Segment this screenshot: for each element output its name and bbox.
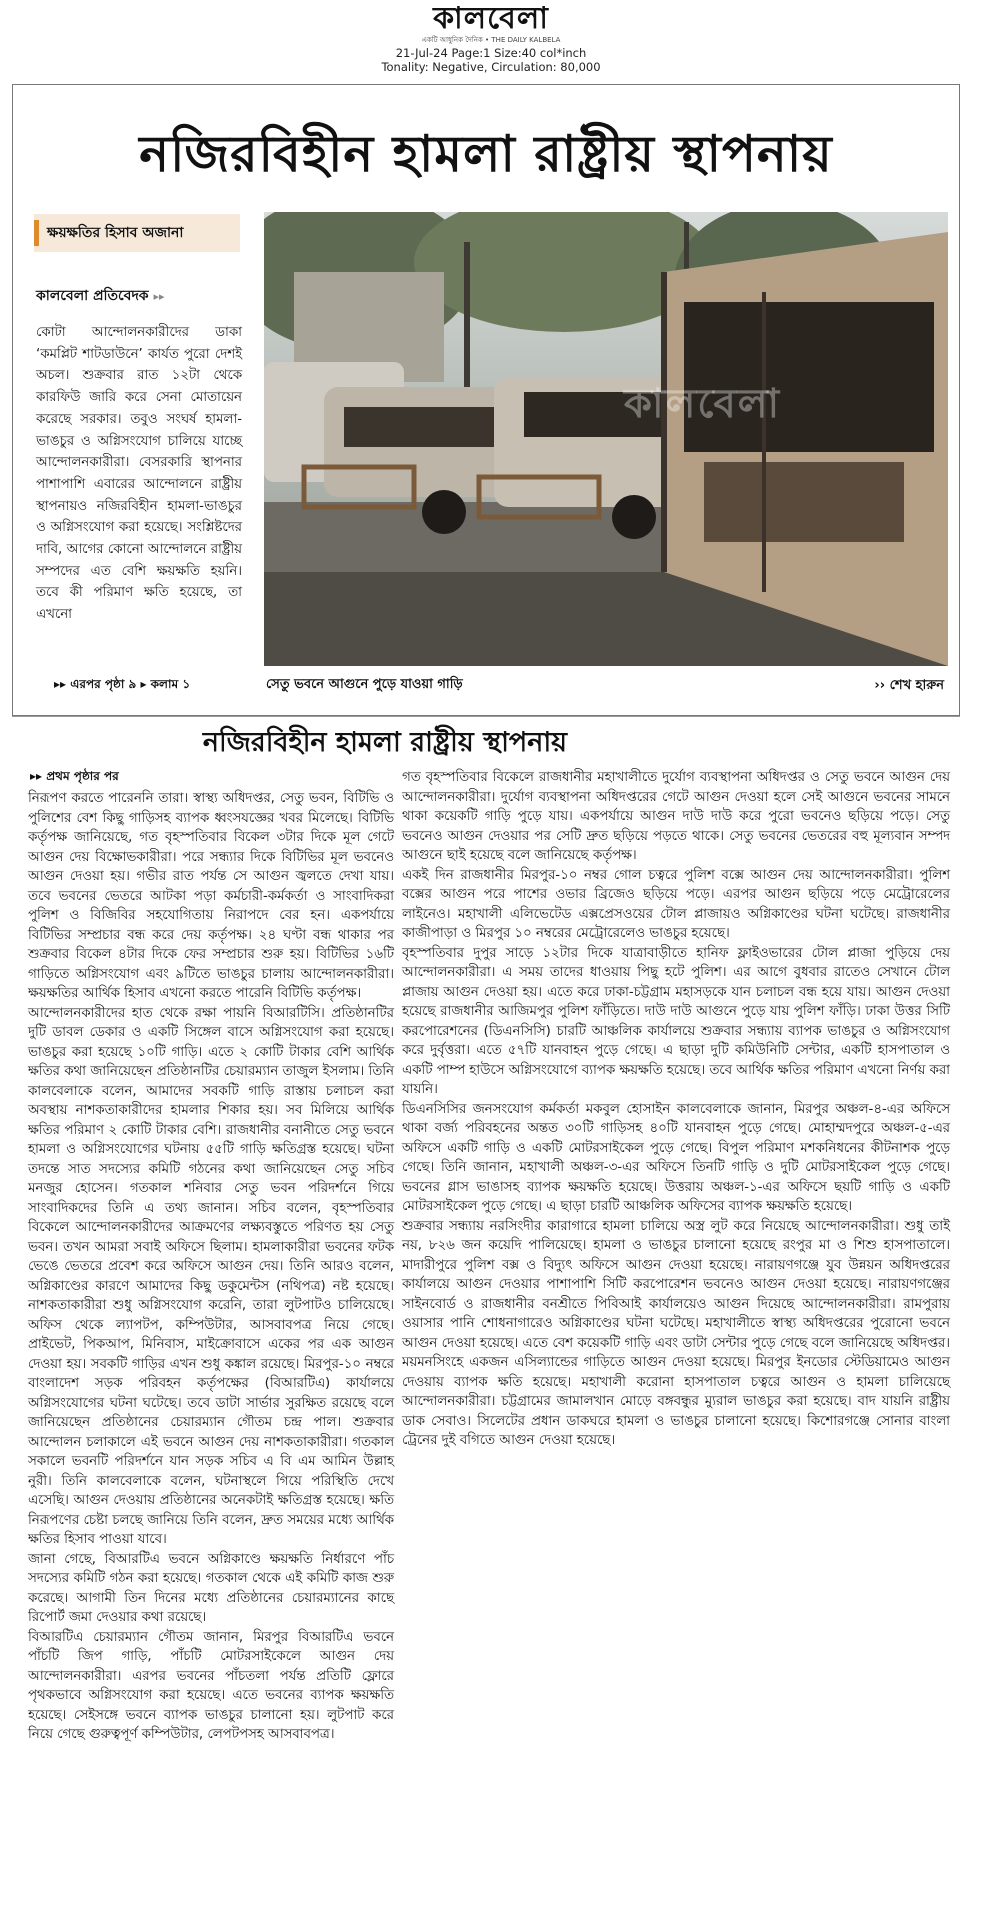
kicker-text: ক্ষয়ক্ষতির হিসাব অজানা (47, 225, 184, 241)
byline-text: কালবেলা প্রতিবেদক (36, 288, 149, 304)
paragraph: বৃহস্পতিবার দুপুর সাড়ে ১২টার দিকে যাত্রাবাড়ীতে হানিফ ফ্লাইওভারের টোল প্লাজা পুড়িয়ে দেয় আন্দোলনকারীরা। এ সময় তাদের ধাওয়ায় পিছু হটে পুলিশ। এর আগে বুধবার রাতেও সেখানে টোল প্লাজায় আগুন দেওয়া হয়। এতে করে ঢাকা-চট্টগ্রাম মহাসড়কে যান চলাচল বন্ধ হয়ে যায়। আগুন দেওয়া হয়েছে রাজধানীর আজিমপুর পুলিশ ফাঁড়িতে। দাউ দাউ আগুনে পুড়ে যায় পুলিশ ফাঁড়ি। ঢাকা উত্তর সিটি করপোরেশনের (ডিএনসিসি) চারটি আঞ্চলিক কার্যালয়ে শুক্রবার সন্ধ্যায় ব্যাপক ভাঙচুর ও অগ্নিসংযোগ করে দুর্বৃত্তরা। এতে ৫৭টি যানবাহন পুড়ে গেছে। এ ছাড়া দুটি কমিউনিটি সেন্টার, একটি হাসপাতাল ও একটি পাম্প হাউসে অগ্নিসংযোগে ব্যাপক ক্ষয়ক্ষতি হয়েছে। তবে আর্থিক ক্ষতির পরিমাণ এখনো নির্ণয় করা যায়নি। (402, 945, 950, 1097)
paragraph: নিরূপণ করতে পারেননি তারা। স্বাস্থ্য অধিদপ্তর, সেতু ভবন, বিটিভি ও পুলিশের বেশ কিছু গাড়িসহ ব্যাপক ধ্বংসযজ্ঞের খবর মিলেছে। বিটিভি কর্তৃপক্ষ জানিয়েছে, গত বৃহস্পতিবার বিকেল ৩টার দিকে মূল গেটে আগুন দেয় বিক্ষোভকারীরা। পরে সন্ধ্যার দিকে বিটিভির মূল ভবনেও আগুন দেওয়া হয়। গভীর রাত পর্যন্ত সে আগুন জ্বলতে দেখা যায়। তবে ভবনের ভেতরে আটকা পড়া কর্মচারী-কর্মকর্তা ও সাংবাদিকরা পুলিশ ও বিজিবির সহযোগিতায় নিরাপদে বের হন। একপর্যায়ে বিটিভির সম্প্রচার বন্ধ করে দেয় কর্তৃপক্ষ। ২৪ ঘণ্টা বন্ধ থাকার পর শুক্রবার বিকেল ৪টার দিকে ফের সম্প্রচার শুরু হয়। বিটিভির ১৬টি গাড়িতে অগ্নিসংযোগ এবং ৯টিতে ভাঙচুর চালায় আন্দোলনকারীরা। ক্ষয়ক্ষতির আর্থিক হিসাব এখনো করতে পারেনি বিটিভি কর্তৃপক্ষ। (28, 791, 394, 1001)
article-column-2 (402, 768, 950, 1451)
front-intro-text: কোটা আন্দোলনকারীদের ডাকা ‘কমপ্লিট শাটডাউনে’ কার্যত পুরো দেশই অচল। শুক্রবার রাত ১২টা থেকে কারফিউ জারি করে সেনা মোতায়েন করেছে সরকার। তবুও সংঘর্ষ হামলা-ভাঙচুর ও অগ্নিসংযোগ চালিয়ে যাচ্ছে আন্দোলনকারীরা। বেসরকারি স্থাপনার পাশাপাশি এবারের আন্দোলনে রাষ্ট্রীয় স্থাপনায়ও নজিরবিহীন হামলা-ভাঙচুর ও অগ্নিসংযোগ করা হয়েছে। সংশ্লিষ্টদের দাবি, আগের কোনো আন্দোলনে রাষ্ট্রীয় সম্পদের এত বেশি ক্ষয়ক্ষতি হয়নি। তবে কী পরিমাণ ক্ষতি হয়েছে, তা এখনো (36, 325, 242, 623)
kicker (34, 214, 240, 252)
paragraph: একই দিন রাজধানীর মিরপুর-১০ নম্বর গোল চত্বরে পুলিশ বক্সে আগুন দেয় আন্দোলনকারীরা। পুলিশ বক্সের আগুন পরে পাশের ওভার ব্রিজেও ছড়িয়ে পড়ে। এরপর আগুন ছড়িয়ে পড়ে মেট্রোরেলের লাইনেও। মহাখালী এলিভেটেড এক্সপ্রেসওয়ের টোল প্লাজায়ও অগ্নিকাণ্ডের ঘটনা ঘটেছে। রাজধানীর কাজীপাড়া ও মিরপুর ১০ নম্বরের মেট্রোরেলেও ভাঙচুর হয়েছে। (402, 867, 950, 941)
byline-arrow-icon: ▸▸ (153, 290, 165, 303)
paragraph: গত বৃহস্পতিবার বিকেলে রাজধানীর মহাখালীতে দুর্যোগ ব্যবস্থাপনা অধিদপ্তর ও সেতু ভবনে আগুন দেয় আন্দোলনকারীরা। দুর্যোগ ব্যবস্থাপনা অধিদপ্তরের গেটে আগুন দেওয়া হলে সেই আগুনে ভবনের সামনে থাকা কয়েকটি গাড়ি পুড়ে যায়। একপর্যায়ে আগুন দাউ দাউ করে পুরো ভবনেও ছড়িয়ে পড়ে। সেতু ভবনেও আগুন দেওয়ার পর সেটি দ্রুত ছড়িয়ে পড়তে থাকে। সেতু ভবনের ভেতরের বহু মূল্যবান সম্পদ আগুনে ছাই হয়েছে বলে জানিয়েছে কর্তৃপক্ষ। (402, 770, 950, 863)
masthead (0, 0, 982, 80)
photo-illustration (264, 212, 948, 666)
jump-line: ▸▸ এরপর পৃষ্ঠা ৯ ▸ কলাম ১ (54, 677, 191, 691)
continuation-headline: নজিরবিহীন হামলা রাষ্ট্রীয় স্থাপনায় (202, 727, 568, 758)
paragraph: জানা গেছে, বিআরটিএ ভবনে অগ্নিকাণ্ডে ক্ষয়ক্ষতি নির্ধারণে পাঁচ সদস্যের কমিটি গঠন করা হয়েছে। গতকাল থেকে এই কমিটি কাজ শুরু করেছে। আগামী তিন দিনের মধ্যে প্রতিষ্ঠানের চেয়ারম্যানের কাছে রিপোর্ট জমা দেওয়ার কথা রয়েছে। (28, 1551, 394, 1625)
byline (36, 284, 165, 308)
paragraph: বিআরটিএ চেয়ারম্যান গৌতম জানান, মিরপুর বিআরটিএ ভবনে পাঁচটি জিপ গাড়ি, পাঁচটি মোটরসাইকেলে আগুন দেয় আন্দোলনকারীরা। এরপর ভবনের পাঁচতলা পর্যন্ত প্রতিটি ফ্লোরে পৃথকভাবে অগ্নিসংযোগ করা হয়েছে। এতে ভবনের ব্যাপক ক্ষয়ক্ষতি হয়েছে। সেইসঙ্গে ভবনে ব্যাপক ভাঙচুর চালানো হয়। লুটপাট করে নিয়ে গেছে গুরুত্বপূর্ণ কম্পিউটার, লেপটপসহ আসবাবপত্র। (28, 1629, 394, 1742)
continuation-tag: ▸▸ প্রথম পৃষ্ঠার পর (30, 769, 119, 783)
article-column-1 (28, 789, 394, 1745)
photo-watermark: কালবেলা (624, 381, 782, 427)
section-divider (12, 716, 960, 717)
paragraph: আন্দোলনকারীদের হাত থেকে রক্ষা পায়নি বিআরটিসি। প্রতিষ্ঠানটির দুটি ডাবল ডেকার ও একটি সিঙ্গেল বাসে অগ্নিসংযোগ করা হয়েছে। ভাঙচুর করা হয়েছে ১০টি গাড়ি। এতে ২ কোটি টাকার বেশি আর্থিক ক্ষতির কথা জানিয়েছেন প্রতিষ্ঠানটির চেয়ারম্যান তাজুল ইসলাম। তিনি কালবেলাকে বলেন, আমাদের সবকটি গাড়ি রাস্তায় চলাচল করা অবস্থায় নাশকতাকারীদের হামলার শিকার হয়। সব মিলিয়ে আর্থিক ক্ষতির পরিমাণ ২ কোটি টাকার বেশি। রাজধানীর বনানীতে সেতু ভবনে হামলা ও অগ্নিসংযোগের ঘটনায় ৫৫টি গাড়ি ক্ষতিগ্রস্ত হয়েছে। ঘটনা তদন্তে সাত সদস্যের কমিটি গঠনের কথা জানিয়েছেন সেতু সচিব মনজুর হোসেন। গতকাল শনিবার সেতু ভবন পরিদর্শনে গিয়ে সাংবাদিকদের তিনি এ তথ্য জানান। সচিব বলেন, বৃহস্পতিবার বিকেলে আন্দোলনকারীদের আক্রমণের লক্ষ্যবস্তুতে পরিণত হয় সেতু ভবন। তখন আমরা সবাই অফিসে ছিলাম। হামলাকারীরা ভবনের ফটক ভেঙে ভেতরে প্রবেশ করে অফিসে আগুন দেয়। তিনি আরও বলেন, অগ্নিকাণ্ডের কারণে আমাদের কিছু ডকুমেন্টস (নথিপত্র) নষ্ট হয়েছে। নাশকতাকারীরা শুধু অগ্নিসংযোগ করেনি, তারা লুটপাটও চালিয়েছে। অফিস থেকে ল্যাপটপ, কম্পিউটার, আসবাবপত্র নিয়ে গেছে। প্রাইভেট, পিকআপ, মিনিবাস, মাইক্রোবাসে একের পর এক আগুন দেওয়া হয়। সবকটি গাড়ির এখন শুধু কঙ্কাল রয়েছে। মিরপুর-১০ নম্বরে বাংলাদেশ সড়ক পরিবহন কর্তৃপক্ষের (বিআরটিএ) কার্যালয়ে অগ্নিসংযোগের ঘটনা ঘটেছে। তবে ডাটা সার্ভার সুরক্ষিত রয়েছে বলে জানিয়েছেন প্রতিষ্ঠানের চেয়ারম্যান গৌতম চন্দ্র পাল। শুক্রবার আন্দোলন চলাকালে এই ভবনে আগুন দেয় নাশকতাকারীরা। গতকাল সকালে ভবনটি পরিদর্শনে যান সড়ক সচিব এ বি এম আমিন উল্লাহ নুরী। তিনি কালবেলাকে বলেন, ঘটনাস্থলে গিয়ে পরিস্থিতি দেখে এসেছি। আগুন দেওয়ায় প্রতিষ্ঠানের অনেকটাই ক্ষতিগ্রস্ত হয়েছে। ক্ষতি নিরূপণের চেষ্টা চলছে জানিয়ে তিনি বলেন, দ্রুত সময়ের মধ্যে আর্থিক ক্ষতির হিসাব পাওয়া যাবে। (28, 1005, 394, 1547)
photo-caption: সেতু ভবনে আগুনে পুড়ে যাওয়া গাড়ি (266, 677, 463, 692)
front-headline: নজিরবিহীন হামলা রাষ্ট্রীয় স্থাপনায় (139, 125, 833, 183)
paragraph: শুক্রবার সন্ধ্যায় নরসিংদীর কারাগারে হামলা চালিয়ে অস্ত্র লুট করে নিয়েছে আন্দোলনকারীরা। শুধু তাই নয়, ৮২৬ জন কয়েদি পালিয়েছে। হামলা ও ভাঙচুর চালানো হয়েছে রংপুর মা ও শিশু হাসপাতালে। মাদারীপুরে পুলিশ বক্স ও বিদ্যুৎ অফিসে আগুন দেওয়া হয়েছে। নারায়ণগঞ্জে যুব উন্নয়ন অধিদপ্তরের কার্যালয়ে আগুন দেওয়ার পাশাপাশি সিটি করপোরেশন ভবনেও আগুন দেওয়া হয়েছে। নারায়ণগঞ্জের সাইনবোর্ড ও রাজধানীর বনশ্রীতে পিবিআই কার্যালয়েও আগুন দিয়েছে আন্দোলনকারীরা। রামপুরায় ওয়াসার পানি শোধনাগারেও অগ্নিকাণ্ডের ঘটনা ঘটেছে। মহাখালীতে স্বাস্থ্য অধিদপ্তরের পুরোনো ভবনে আগুন দেওয়া হয়েছে। এতে বেশ কয়েকটি গাড়ি এবং ডাটা সেন্টার পুড়ে গেছে বলে জানিয়েছে অধিদপ্তর। ময়মনসিংহে একজন এসিল্যান্ডের গাড়িতে আগুন দেওয়া হয়েছে। মিরপুর ইনডোর স্টেডিয়ামেও আগুন দেওয়ায় ব্যাপক ক্ষতি হয়েছে। মহাখালী করোনা হাসপাতাল চত্বরে আগুন ও হামলা চালিয়েছে আন্দোলনকারীরা। চট্টগ্রামের জামালখান মোড়ে বঙ্গবন্ধুর ম্যুরাল ভাঙচুর করা হয়েছে। বাদ যায়নি রাষ্ট্রীয় ডাক সেবাও। সিলেটের প্রধান ডাকঘরে হামলা ও ভাঙচুর চালানো হয়েছে। কিশোরগঞ্জে সোনার বাংলা ট্রেনের দুই বগিতে আগুন দেওয়া হয়েছে। (402, 1218, 950, 1448)
photo-credit: ›› শেখ হারুন (874, 678, 944, 693)
news-photo-burned-vehicles (264, 212, 948, 666)
clipping-meta-tonality: Tonality: Negative, Circulation: 80,000 (381, 60, 601, 74)
kicker-bar (34, 220, 39, 246)
clipping-meta-date: 21-Jul-24 Page:1 Size:40 col*inch (395, 46, 587, 60)
newspaper-logo: কালবেলা (433, 1, 549, 36)
newspaper-tagline: একটি আধুনিক দৈনিক • THE DAILY KALBELA (421, 36, 561, 44)
paragraph: ডিএনসিসির জনসংযোগ কর্মকর্তা মকবুল হোসাইন কালবেলাকে জানান, মিরপুর অঞ্চল-৪-এর অফিসে থাকা বর্জ্য পরিবহনের অন্তত ৩০টি গাড়িসহ ৪০টি যানবাহন পুড়ে গেছে। মোহাম্মদপুরে অঞ্চল-৫-এর অফিসে একটি গাড়ি ও একটি মোটরসাইকেল পুড়ে গেছে। বিপুল পরিমাণ মশকনিধনের কীটনাশক পুড়ে গেছে। তিনি জানান, মহাখালী অঞ্চল-৩-এর অফিসে তিনটি গাড়ি ও দুটি মোটরসাইকেল পুড়ে গেছে। ভবনের গ্লাস ভাঙাসহ ব্যাপক ক্ষয়ক্ষতি হয়েছে। উত্তরায় অঞ্চল-১-এর অফিসে ছয়টি গাড়ি ও একটি মোটরসাইকেল পুড়ে গেছে। এ ছাড়া চারটি আঞ্চলিক অফিসের ব্যাপক ক্ষয়ক্ষতি হয়েছে। (402, 1101, 950, 1214)
